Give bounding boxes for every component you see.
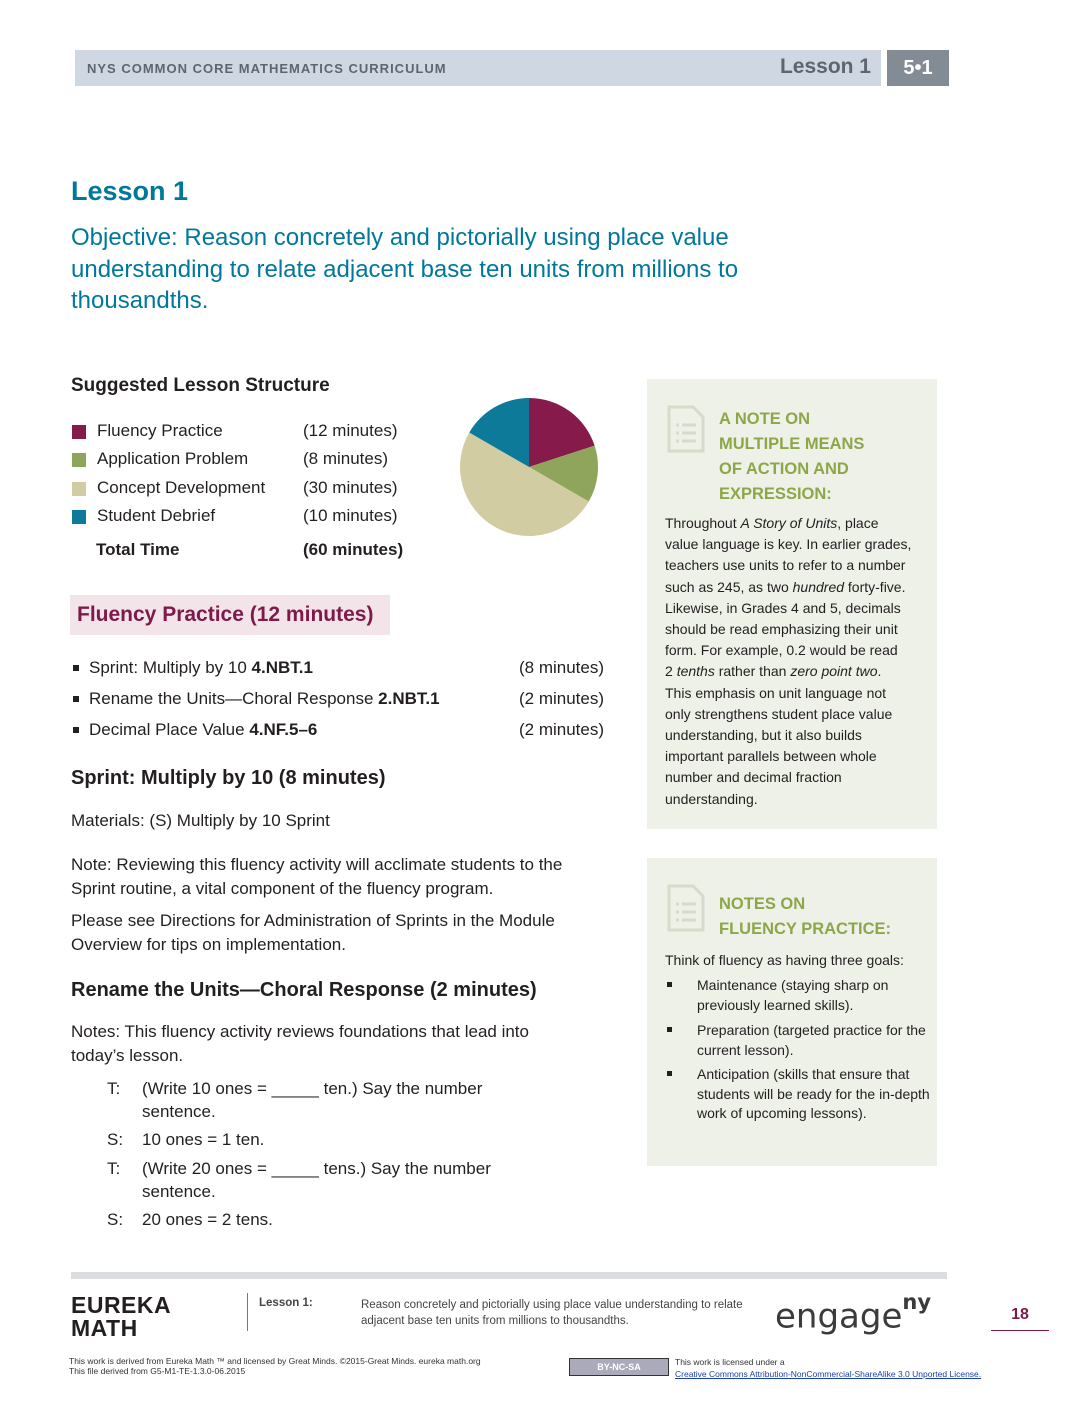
legend-swatch xyxy=(72,482,86,496)
dialogue-text: (Write 20 ones = _____ tens.) Say the number sentence. xyxy=(142,1159,491,1201)
lesson-structure-pie-chart xyxy=(459,397,599,537)
footer-lesson-label: Lesson 1: xyxy=(259,1297,313,1309)
legend-label: Fluency Practice xyxy=(97,421,223,440)
note-list-item: Maintenance (staying sharp on previously learned skills). xyxy=(665,976,930,1015)
legend-swatch xyxy=(72,510,86,524)
cc-license-badge: BY-NC-SA xyxy=(569,1358,669,1376)
rename-heading: Rename the Units—Choral Response (2 minutes) xyxy=(71,979,537,1001)
sprint-materials: Materials: (S) Multiply by 10 Sprint xyxy=(71,811,330,830)
note-intro: Think of fluency as having three goals: xyxy=(665,952,904,968)
dialogue-speaker: T: xyxy=(107,1159,121,1178)
fluency-item-standard: 4.NF.5–6 xyxy=(249,720,318,739)
fluency-item-text: Sprint: Multiply by 10 xyxy=(89,658,252,677)
note-multiple-means xyxy=(647,379,937,829)
engageny-logo: engage$^{ny}$ xyxy=(775,1290,932,1337)
dialogue-text: 20 ones = 2 tens. xyxy=(142,1210,273,1229)
legend-swatch xyxy=(72,453,86,467)
sprint-note: Note: Reviewing this fluency activity will acclimate students to the Sprint routine, a vital component of the fluency program. xyxy=(71,855,563,898)
fluency-item-minutes: (2 minutes) xyxy=(519,689,605,708)
page-title: Lesson 1 xyxy=(71,176,189,206)
fluency-item xyxy=(72,658,612,682)
bullet xyxy=(667,1071,672,1076)
legend-swatch xyxy=(72,425,86,439)
note-fluency-practice xyxy=(647,858,937,1166)
legend-minutes: (10 minutes) xyxy=(303,506,398,525)
legend-label: Student Debrief xyxy=(97,506,216,525)
fluency-item-standard: 4.NBT.1 xyxy=(251,658,313,677)
total-time-minutes: (60 minutes) xyxy=(303,540,404,559)
note-list-item: Anticipation (skills that ensure that students will be ready for the in-depth work of upcoming lessons). xyxy=(665,1065,930,1124)
fluency-item-minutes: (8 minutes) xyxy=(519,658,605,677)
legend-minutes: (30 minutes) xyxy=(303,478,398,497)
document-icon xyxy=(667,884,705,932)
dialogue-text: 10 ones = 1 ten. xyxy=(142,1130,265,1149)
fluency-item-minutes: (2 minutes) xyxy=(519,720,605,739)
bullet xyxy=(73,665,79,671)
note-list-item: Preparation (targeted practice for the current lesson). xyxy=(665,1021,930,1060)
legend-label: Concept Development xyxy=(97,478,266,497)
legend-minutes: (8 minutes) xyxy=(303,449,389,468)
footer-divider xyxy=(247,1293,248,1331)
fluency-item-standard: 2.NBT.1 xyxy=(378,689,440,708)
sprint-directions: Please see Directions for Administration of Sprints in the Module Overview for tips on implementation. xyxy=(71,911,555,954)
footer-description: Reason concretely and pictorially using place value understanding to relate adjacent base ten units from millions to thousandths. xyxy=(361,1299,743,1327)
fluency-banner-text: Fluency Practice (12 minutes) xyxy=(77,603,374,626)
credit-file: This file derived from G5-M1-TE-1.3.0-06.2015 xyxy=(69,1366,246,1376)
bullet xyxy=(73,727,79,733)
footer-rule xyxy=(71,1272,947,1279)
page-number: 18 xyxy=(1011,1306,1029,1323)
sprint-heading: Sprint: Multiply by 10 (8 minutes) xyxy=(71,767,386,789)
header-lesson: Lesson 1 xyxy=(779,55,871,78)
credit-line: This work is derived from Eureka Math ™ and licensed by Great Minds. ©2015-Great Minds. eureka math.org xyxy=(69,1356,481,1366)
total-time-label: Total Time xyxy=(96,540,180,559)
page-number-rule xyxy=(991,1330,1049,1331)
rename-notes: Notes: This fluency activity reviews foundations that lead into today’s lesson. xyxy=(71,1022,529,1065)
dialogue-speaker: S: xyxy=(107,1130,124,1149)
legend-label: Application Problem xyxy=(97,449,249,468)
document-icon xyxy=(667,405,705,453)
objective: Objective: Reason concretely and pictorially using place value understanding to relate adjacent base ten units from millions to thousandths. xyxy=(71,224,739,314)
eureka-math-logo: EUREKA MATH xyxy=(71,1292,172,1341)
note-heading: A NOTE ON MULTIPLE MEANS OF ACTION AND EXPRESSION: xyxy=(719,410,865,503)
bullet xyxy=(667,1027,672,1032)
module-badge: 5•1 xyxy=(887,50,949,86)
fluency-item-text: Decimal Place Value xyxy=(89,720,250,739)
bullet xyxy=(667,982,672,987)
legend-minutes: (12 minutes) xyxy=(303,421,398,440)
bullet xyxy=(73,696,79,702)
fluency-item xyxy=(72,720,612,744)
dialogue-speaker: T: xyxy=(107,1079,121,1098)
license-link[interactable]: Creative Commons Attribution-NonCommercial-ShareAlike 3.0 Unported License. xyxy=(675,1369,982,1379)
dialogue-text: (Write 10 ones = _____ ten.) Say the number sentence. xyxy=(142,1079,483,1121)
fluency-item-text: Rename the Units—Choral Response xyxy=(89,689,379,708)
dialogue-speaker: S: xyxy=(107,1210,124,1229)
curriculum-title: NYS COMMON CORE MATHEMATICS CURRICULUM xyxy=(87,61,447,76)
fluency-item xyxy=(72,689,612,713)
fluency-banner xyxy=(70,595,390,635)
note-heading: NOTES ON FLUENCY PRACTICE: xyxy=(719,895,892,938)
structure-heading: Suggested Lesson Structure xyxy=(71,375,330,396)
header-bar xyxy=(75,50,881,86)
note-body: Throughout A Story of Units, place value language is key. In earlier grades, teachers use units to refer to a number such as 245, as two hundred forty-five. Likewise, in Grades 4 and 5, decimals should be read emphasizing their unit form. For example, 0.2 would be read 2 tenths rather than zero point two. This emphasis on unit language not only strengthens student place value understanding, but it also builds important parallels between whole number and decimal fraction understanding. xyxy=(665,515,912,807)
license-text: This work is licensed under a xyxy=(675,1357,785,1367)
